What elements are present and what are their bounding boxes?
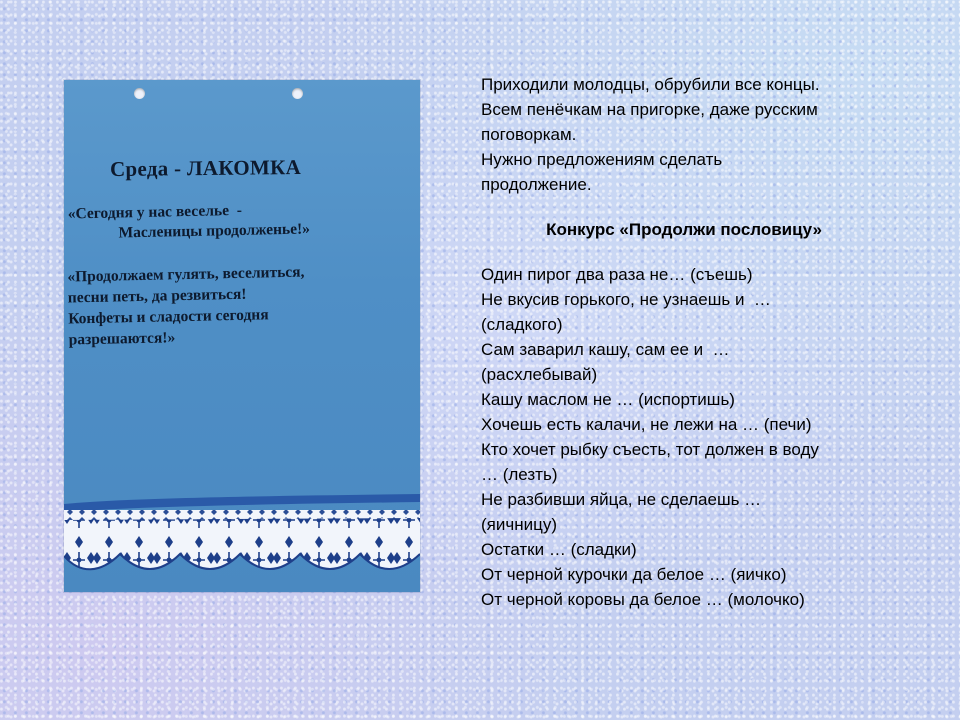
intro-line: Нужно предложениям сделать: [481, 150, 723, 169]
poster-quote-1: «Сегодня у нас веселье - Масленицы продолженье!»: [67, 201, 311, 243]
proverb-line: Не разбивши яйца, не сделаешь …: [481, 490, 762, 509]
poster-title: Среда - ЛАКОМКА: [109, 155, 302, 181]
intro-line: Всем пенёчкам на пригорке, даже русским: [481, 100, 818, 119]
intro-line: поговоркам.: [481, 125, 577, 144]
proverb-list: [481, 262, 921, 612]
proverb-line: От черной курочки да белое … (яичко): [481, 565, 787, 584]
proverb-line: (яичницу): [481, 515, 558, 534]
poster-photo: [64, 80, 420, 592]
intro-line: продолжение.: [481, 175, 592, 194]
proverb-line: Хочешь есть калачи, не лежи на … (печи): [481, 415, 812, 434]
lace-ornament: [64, 492, 420, 592]
proverbs-text: [481, 72, 921, 612]
proverb-line: Остатки … (сладки): [481, 540, 637, 559]
intro-line: Приходили молодцы, обрубили все концы.: [481, 75, 820, 94]
punch-hole-right: [292, 88, 303, 99]
proverb-line: Сам заварил кашу, сам ее и …: [481, 340, 730, 359]
proverb-line: Кто хочет рыбку съесть, тот должен в воду: [481, 440, 819, 459]
proverb-line: Не вкусив горького, не узнаешь и …: [481, 290, 771, 309]
intro-verse: [481, 72, 921, 197]
proverb-line: От черной коровы да белое … (молочко): [481, 590, 805, 609]
proverb-line: (сладкого): [481, 315, 563, 334]
contest-heading: Конкурс «Продолжи пословицу»: [546, 220, 822, 239]
poster-quote-2: «Продолжаем гулять, веселиться, песни петь, да резвиться! Конфеты и сладости сегодня разрешаются!»: [67, 263, 305, 349]
proverb-line: Один пирог два раза не… (съешь): [481, 265, 753, 284]
proverb-line: (расхлебывай): [481, 365, 598, 384]
punch-hole-left: [134, 88, 145, 99]
proverb-line: Кашу маслом не … (испортишь): [481, 390, 735, 409]
proverb-line: … (лезть): [481, 465, 558, 484]
